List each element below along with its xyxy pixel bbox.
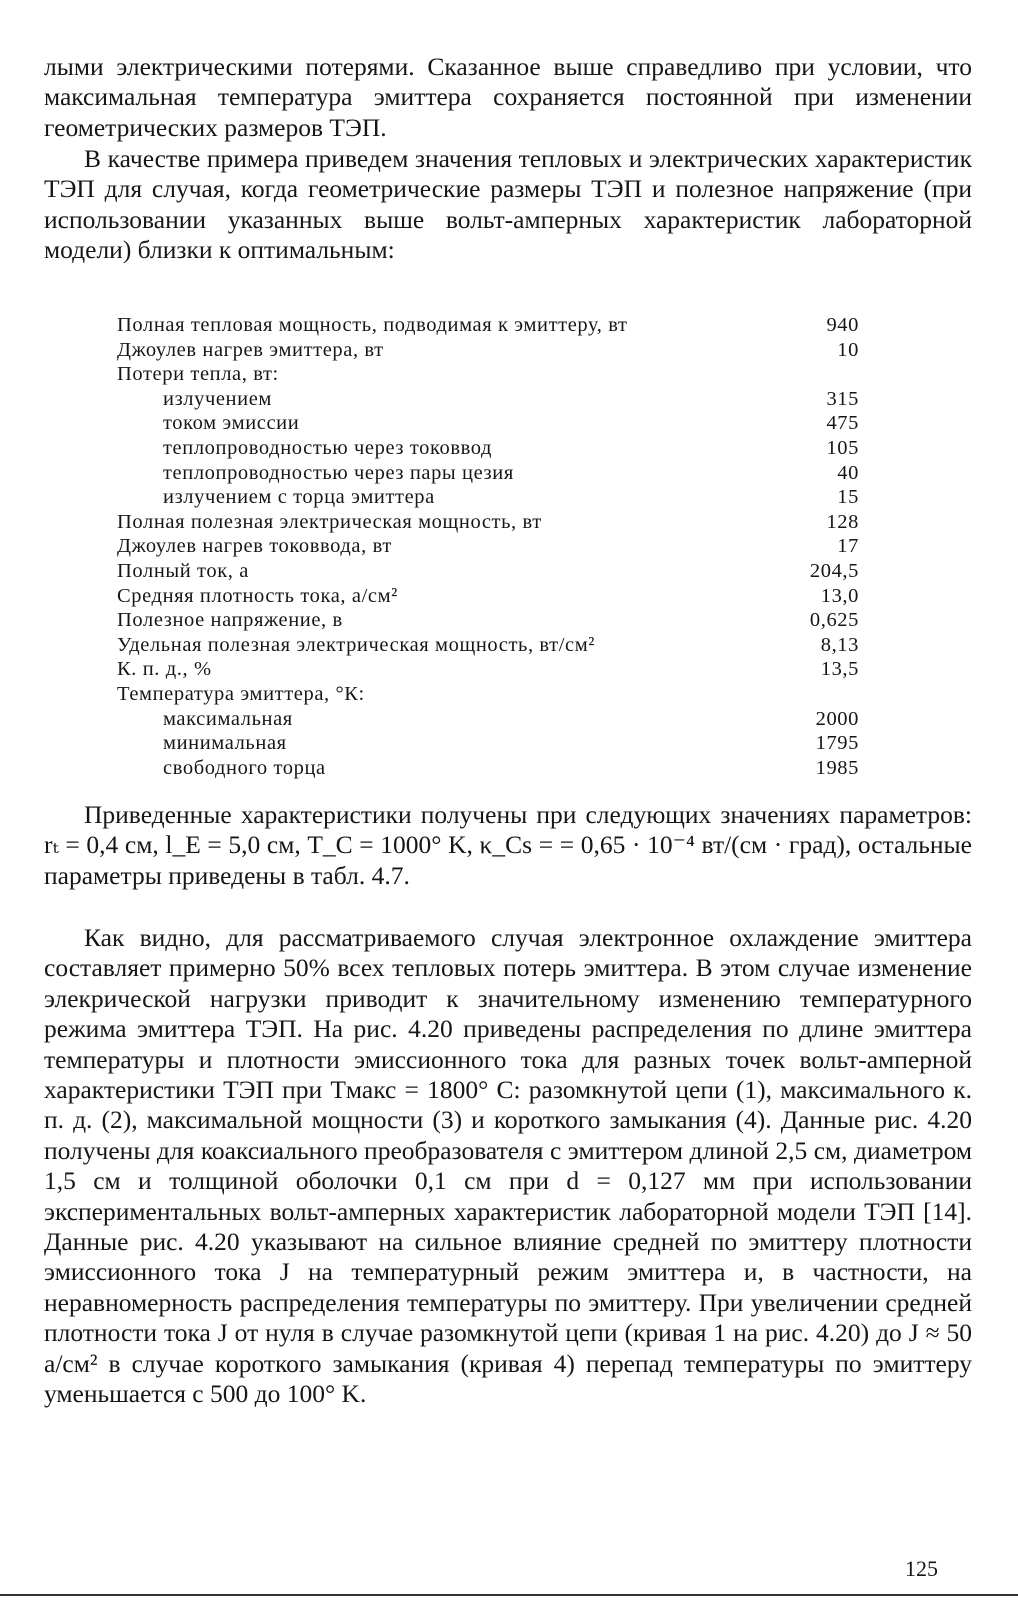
- row-value: 13,0: [820, 584, 859, 607]
- row-value: 475: [826, 412, 859, 435]
- table-row: [117, 510, 859, 535]
- characteristics-table: [117, 313, 859, 780]
- row-value: 13,5: [820, 658, 859, 681]
- row-label: Полная полезная электрическая мощность, вт: [117, 510, 542, 533]
- row-value: 8,13: [820, 633, 859, 656]
- row-label: Средняя плотность тока, а/см²: [117, 584, 398, 607]
- paragraph-example: В качестве примера приведем значения тепловых и электрических характеристик ТЭП для случая, когда геометрические размеры ТЭП и полезное напряжение (при использовании указанных выше вольт-амперных характеристик лабораторной модели) близки к оптимальным:: [44, 144, 972, 265]
- table-row: [117, 608, 859, 633]
- row-label: теплопроводностью через пары цезия: [163, 461, 514, 484]
- row-value: 128: [826, 510, 859, 533]
- row-label: Температура эмиттера, °К:: [117, 682, 365, 705]
- row-label: излучением: [163, 387, 272, 410]
- table-row: [117, 485, 859, 510]
- table-row: [117, 756, 859, 781]
- row-value: 940: [826, 314, 859, 336]
- row-label: Джоулев нагрев токоввода, вт: [117, 535, 392, 558]
- row-label: Джоулев нагрев эмиттера, вт: [117, 338, 384, 361]
- row-value: 10: [837, 338, 859, 361]
- table-row: [117, 461, 859, 486]
- row-value: 0,625: [809, 609, 859, 632]
- table-row: [117, 362, 859, 387]
- row-label: теплопроводностью через токоввод: [163, 436, 493, 459]
- row-label: максимальная: [163, 707, 293, 730]
- row-label: минимальная: [163, 732, 287, 755]
- row-value: 15: [837, 486, 859, 509]
- row-value: 1795: [815, 732, 859, 755]
- paragraph-parameters: Приведенные характеристики получены при следующих значениях параметров: rₜ = 0,4 см, l_E = 5,0 см, T_C = 1000° K, κ_Cs = = 0,65 · 10⁻⁴ вт/(см · град), остальные параметры приведены в табл. 4.7.: [44, 800, 972, 890]
- row-label: свободного торца: [163, 756, 326, 779]
- paragraph-intro: лыми электрическими потерями. Сказанное выше справедливо при условии, что максимальная температура эмиттера сохраняется постоянной при изменении геометрических размеров ТЭП.: [44, 52, 972, 142]
- row-value: 105: [826, 436, 859, 459]
- table-row: [117, 411, 859, 436]
- table-row: [117, 707, 859, 732]
- row-value: 2000: [815, 707, 859, 730]
- table-row: [117, 584, 859, 609]
- table-row: [117, 633, 859, 658]
- row-value: 17: [837, 535, 859, 558]
- table-row: [117, 657, 859, 682]
- row-label: Полезное напряжение, в: [117, 609, 343, 632]
- table-row: [117, 436, 859, 461]
- row-label: излучением с торца эмиттера: [163, 486, 435, 509]
- table-row: [117, 731, 859, 756]
- row-label: Полная тепловая мощность, подводимая к эмиттеру, вт: [117, 314, 628, 336]
- table-row: [117, 313, 859, 338]
- row-label: Удельная полезная электрическая мощность, вт/см²: [117, 633, 596, 656]
- page-bottom-rule: [0, 1594, 1018, 1596]
- row-label: Потери тепла, вт:: [117, 363, 279, 386]
- table-row: [117, 338, 859, 363]
- page-number: 125: [905, 1556, 938, 1581]
- row-value: 204,5: [809, 559, 859, 582]
- table-row: [117, 534, 859, 559]
- row-value: 1985: [815, 756, 859, 779]
- table-row: [117, 387, 859, 412]
- row-value: 315: [826, 387, 859, 410]
- row-label: током эмиссии: [163, 412, 300, 435]
- paragraph-discussion: Как видно, для рассматриваемого случая электронное охлаждение эмиттера составляет примерно 50% всех тепловых потерь эмиттера. В этом случае изменение элекрической нагрузки приводит к значительному изменению температурного режима эмиттера ТЭП. На рис. 4.20 приведены распределения по длине эмиттера температуры и плотности эмиссионного тока для разных точек вольт-амперной характеристики ТЭП при Tмакс = 1800° C: разомкнутой цепи (1), максимального к. п. д. (2), максимальной мощности (3) и короткого замыкания (4). Данные рис. 4.20 получены для коаксиального преобразователя с эмиттером длиной 2,5 см, диаметром 1,5 см и толщиной оболочки 0,1 см при d = 0,127 мм при использовании экспериментальных вольт-амперных характеристик лабораторной модели ТЭП [14]. Данные рис. 4.20 указывают на сильное влияние средней по эмиттеру плотности эмиссионного тока J на температурный режим эмиттера и, в частности, на неравномерность распределения температуры по эмиттеру. При увеличении средней плотности тока J от нуля в случае разомкнутой цепи (кривая 1 на рис. 4.20) до J ≈ 50 а/см² в случае короткого замыкания (кривая 4) перепад температуры по эмиттеру уменьшается с 500 до 100° K.: [44, 923, 972, 1409]
- row-label: Полный ток, а: [117, 559, 249, 582]
- table-row: [117, 682, 859, 707]
- row-value: 40: [837, 461, 859, 484]
- table-row: [117, 559, 859, 584]
- row-label: К. п. д., %: [117, 658, 212, 681]
